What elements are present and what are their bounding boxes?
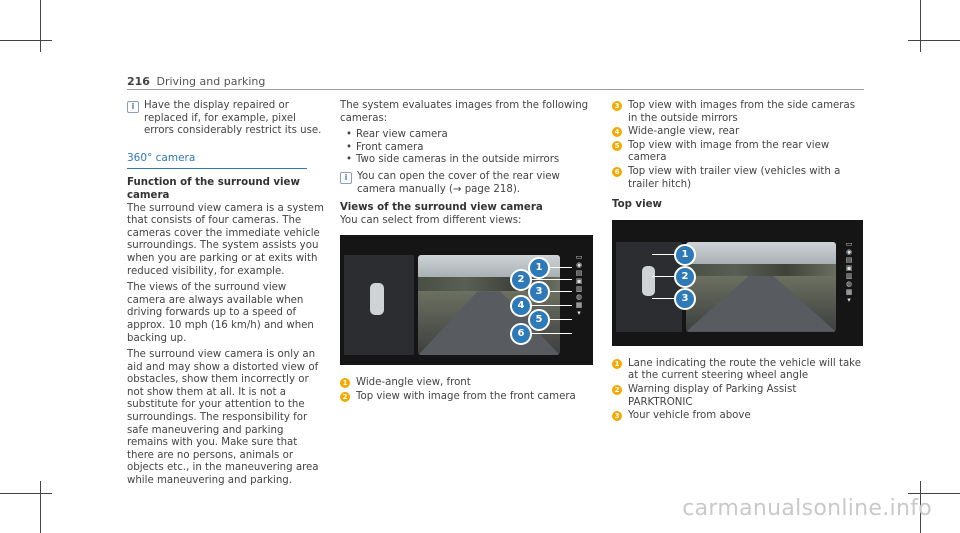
column-2: [340, 100, 595, 405]
camera-icon[interactable]: ▥: [575, 285, 583, 294]
legend-number: 4: [612, 127, 622, 137]
column-1: [127, 100, 327, 492]
section-title: 360° camera: [127, 151, 196, 164]
list-item: • Front camera: [356, 142, 595, 155]
section-rule: [127, 168, 307, 169]
paragraph: The system evaluates images from the following cameras:: [340, 100, 589, 124]
legend-text: Lane indicating the route the vehicle will take at the current steering wheel angle: [628, 357, 861, 382]
legend-item: [612, 358, 864, 383]
callout-badge: 5: [528, 309, 550, 331]
camera-icon[interactable]: ◉: [575, 261, 583, 270]
callout-line: [530, 333, 572, 334]
callout-badge: 2: [674, 266, 696, 288]
header-rule: [127, 89, 864, 90]
column-3: [612, 100, 864, 424]
callout-line: [652, 254, 676, 255]
camera-views-figure: [340, 235, 593, 365]
callout-badge: 3: [674, 288, 696, 310]
legend-text: Top view with trailer view (vehicles with a trailer hitch): [628, 165, 841, 190]
legend-number: 3: [612, 101, 622, 111]
camera-icon[interactable]: ▣: [845, 263, 853, 272]
legend-number: 2: [612, 385, 622, 395]
paragraph: The surround view camera is a system that consists of four cameras. The cameras cover the immediate vehicle surroundings. The system assists you when you are parking or at exits with reduced visibility, for example.: [127, 202, 324, 277]
camera-icon[interactable]: ◍: [845, 279, 853, 288]
crop-mark: [40, 0, 41, 52]
watermark: carmanualsonline.info: [682, 496, 932, 521]
note-text: Have the display repaired or replaced if, for example, pixel errors considerably restrict its use.: [144, 100, 322, 137]
callout-badge: 6: [510, 323, 532, 345]
callout-line: [530, 279, 572, 280]
subtitle: Top view: [612, 199, 662, 211]
camera-icon[interactable]: ◉: [845, 247, 853, 256]
callout-line: [652, 276, 676, 277]
view-selector: [844, 240, 854, 304]
legend-item: [340, 391, 595, 404]
camera-icon[interactable]: ◍: [575, 293, 583, 302]
paragraph: The views of the surround view camera are always available when driving forwards up to a speed of approx. 10 mph (16 km/h) and when backing up.: [127, 282, 314, 344]
legend-item: [612, 100, 864, 125]
legend-item: [612, 384, 864, 409]
view-selector: [574, 253, 584, 317]
callout-line: [652, 298, 676, 299]
crop-mark: [908, 493, 960, 494]
crop-mark: [920, 0, 921, 52]
page-header: [127, 75, 265, 88]
legend-text: Top view with images from the side cameras in the outside mirrors: [628, 100, 856, 124]
crop-mark: [908, 40, 960, 41]
list-item: • Two side cameras in the outside mirrors: [356, 154, 595, 167]
info-icon: i: [127, 101, 139, 113]
callout-badge: 4: [510, 295, 532, 317]
legend-text: Wide-angle view, rear: [628, 126, 740, 138]
info-icon: i: [340, 172, 352, 184]
paragraph: You can select from different views:: [340, 214, 522, 226]
legend-number: 6: [612, 167, 622, 177]
legend-item: [612, 166, 864, 191]
top-view-figure: [612, 220, 863, 346]
camera-icon[interactable]: ▤: [845, 255, 853, 264]
crop-mark: [0, 40, 52, 41]
callout-badge: 1: [528, 257, 550, 279]
legend-text: Warning display of Parking Assist PARKTRONIC: [628, 383, 797, 408]
legend-item: [612, 126, 864, 139]
legend-text: Top view with image from the front camera: [356, 390, 576, 402]
crop-mark: [0, 493, 52, 494]
callout-line: [530, 305, 572, 306]
legend-number: 2: [340, 392, 350, 402]
callout-badge: 2: [510, 269, 532, 291]
legend-text: Your vehicle from above: [628, 410, 751, 422]
legend-item: [340, 377, 595, 390]
legend-number: 1: [340, 378, 350, 388]
paragraph: The surround view camera is only an aid and may show a distorted view of obstacles, show them incorrectly or not show them at all. It is not a substitute for your attention to the surroundings. The responsibility for safe maneuvering and parking remains with you. Make sure that there are no persons, animals or objects etc., in the maneuvering area while maneuvering and parking.: [127, 349, 319, 487]
legend-number: 1: [612, 359, 622, 369]
callout-line: [548, 267, 572, 268]
camera-icon[interactable]: ▣: [575, 277, 583, 286]
legend-item: [612, 140, 864, 165]
subtitle: Function of the surround view camera: [127, 177, 300, 201]
section-name: Driving and parking: [156, 75, 266, 88]
legend-number: 5: [612, 141, 622, 151]
camera-icon[interactable]: ▦: [575, 301, 583, 310]
camera-icon[interactable]: ▤: [575, 269, 583, 278]
camera-list: [340, 129, 595, 167]
callout-badge: 1: [674, 244, 696, 266]
legend-text: Wide-angle view, front: [356, 377, 471, 389]
camera-icon[interactable]: ▭: [575, 253, 583, 262]
legend-item: [612, 410, 864, 423]
crop-mark: [40, 481, 41, 533]
legend-text: Top view with image from the rear view camera: [628, 139, 830, 164]
note: [127, 100, 327, 138]
subtitle: Views of the surround view camera: [340, 202, 543, 214]
note-text: You can open the cover of the rear view camera manually (→ page 218).: [357, 170, 560, 195]
camera-icon[interactable]: ▭: [845, 239, 853, 248]
callout-line: [548, 291, 572, 292]
callout-line: [548, 319, 572, 320]
camera-icon[interactable]: ▾: [847, 295, 851, 304]
page-number: 216: [127, 75, 150, 88]
legend-number: 3: [612, 411, 622, 421]
callout-badge: 3: [528, 281, 550, 303]
vehicle-top: [642, 266, 655, 296]
note: [340, 171, 595, 196]
camera-icon[interactable]: ▾: [577, 309, 581, 318]
camera-image: [686, 242, 836, 332]
camera-icon[interactable]: ▥: [845, 271, 853, 280]
vehicle-top: [370, 283, 384, 315]
list-item: • Rear view camera: [356, 129, 595, 142]
camera-icon[interactable]: ▦: [845, 287, 853, 296]
